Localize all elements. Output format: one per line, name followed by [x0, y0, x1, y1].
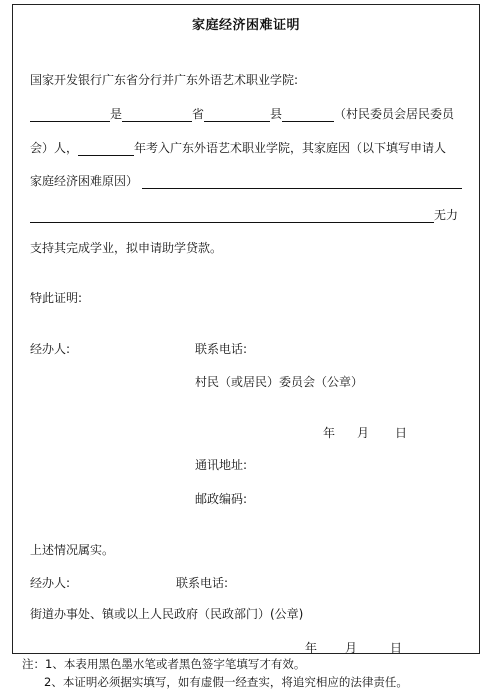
confirm-text: 上述情况属实。: [30, 543, 115, 557]
addressee: 国家开发银行广东省分行并广东外语艺术职业学院:: [30, 73, 299, 87]
form-title: 家庭经济困难证明: [191, 18, 300, 33]
label-enroll: 年考入广东外语艺术职业学院，其家庭因（以下填写申请人: [134, 141, 447, 155]
name-blank[interactable]: [30, 108, 110, 122]
village-year-label: 年: [323, 426, 336, 440]
village-handler-label: 经办人:: [30, 342, 71, 356]
village-month-label: 月: [357, 426, 370, 440]
reason-blank[interactable]: [142, 175, 462, 189]
enroll-year-blank[interactable]: [78, 142, 134, 156]
village-phone-label: 联系电话:: [195, 342, 248, 356]
label-person: 会）人，: [30, 141, 79, 155]
gov-day-label: 日: [390, 641, 403, 655]
village-seal-label: 村民（或居民）委员会（公章）: [195, 375, 364, 389]
village-postcode-label: 邮政编码:: [195, 492, 248, 506]
fill-row-location: [30, 106, 454, 122]
label-is: 是: [110, 107, 123, 121]
certify-text: 特此证明:: [30, 291, 83, 305]
reason-blank-2[interactable]: [30, 209, 434, 223]
gov-year-label: 年: [305, 641, 318, 655]
village-blank[interactable]: [282, 108, 334, 122]
support-text: 支持其完成学业，拟申请助学贷款。: [30, 241, 223, 255]
label-unable: 无力: [434, 208, 459, 222]
label-village-committee: （村民委员会居民委员: [334, 107, 455, 121]
note-2: 2、本证明必须据实填写，如有虚假一经查实，将追究相应的法律责任。: [44, 675, 408, 689]
label-province: 省: [192, 107, 205, 121]
gov-handler-label: 经办人:: [30, 576, 71, 590]
fill-row-reason: [30, 173, 462, 189]
label-reason: 家庭经济困难原因）: [30, 174, 139, 188]
gov-month-label: 月: [345, 641, 358, 655]
village-day-label: 日: [395, 426, 408, 440]
province-blank[interactable]: [122, 108, 192, 122]
gov-seal-label: 街道办事处、镇或以上人民政府（民政部门）(公章): [30, 607, 304, 621]
fill-row-enroll: [30, 140, 446, 156]
county-blank[interactable]: [204, 108, 270, 122]
gov-phone-label: 联系电话:: [176, 576, 229, 590]
label-county: 县: [270, 107, 283, 121]
note-1: 注：1、本表用黑色墨水笔或者黑色签字笔填写才有效。: [22, 657, 306, 671]
fill-row-reason-cont: [30, 207, 458, 223]
village-address-label: 通讯地址:: [195, 458, 248, 472]
